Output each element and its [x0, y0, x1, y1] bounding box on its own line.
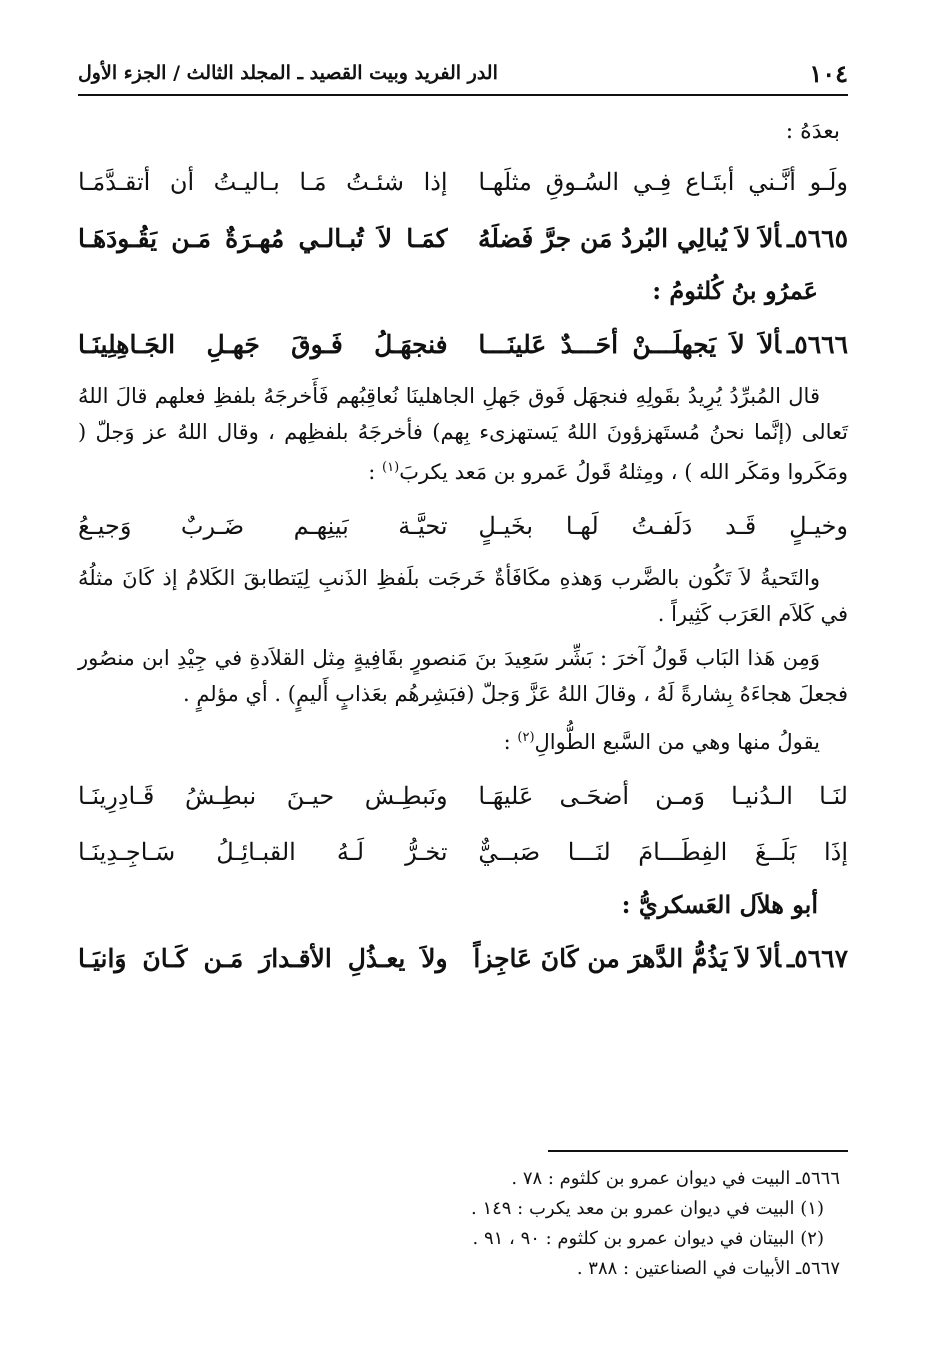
- verse-line: [78, 768, 848, 824]
- page-number: ١٠٤: [809, 58, 848, 88]
- verse-first-hemistich: [478, 224, 848, 253]
- verse-second-hemistich: ونَبطِـش حيـنَ نبطِـشُ قَـادِرِينَـا: [78, 782, 448, 810]
- footnote-ref: (٢): [517, 730, 535, 745]
- verse-second-hemistich: فنجهَـلُ فَـوقَ جَهـلِ الجَـاهِلِينَـا: [78, 329, 448, 359]
- commentary-paragraph: والتَحيةُ لاَ تَكُون بالضَّرب وَهذهِ مكَافَأةٌ خَرجَت بلَفظِ الذَنبِ لِيَتطابقَ الكَلامُ إذ كَانَ مثلُهُ في كَلاَم العَرَب كَثِيراً .: [78, 566, 848, 626]
- paragraph-end: :: [368, 460, 383, 484]
- verse-5665: [78, 210, 848, 266]
- paragraph-text: قال المُبرِّدُ يُرِيدُ بقَولِهِ فنجهَل فَوق جَهلِ الجاهلينَا نُعاقِبُهم فَأَخرجَهُ بلفظِ فعلهم قالَ اللهُ تَعالى (إنَّما نحنُ مُستَهزؤونَ اللهُ يَستهزىء بِهم) فأخرجَهُ بلفظِهم ، وقال اللهُ عز وَجلّ ( ومَكَروا ومَكَر الله ) ، ومِثلهُ قَولُ عَمرو بن مَعد يكربَ: [78, 384, 848, 484]
- paragraph-text: يقولُ منها وهي من السَّبع الطُّوالِ: [534, 730, 820, 754]
- verse-number: ٥٦٦٦ـ: [786, 329, 848, 359]
- verse-first-hemistich: وخيـلٍ قَـد دَلَفـتُ لَهـا بخَيـلٍ: [478, 512, 848, 540]
- footnote-divider: [548, 1150, 848, 1152]
- verse-text: ألاَ لاَ يَذُمُّ الدَّهرَ من كَانَ عَاجِزاً: [473, 943, 781, 973]
- commentary-paragraph: [78, 378, 848, 490]
- running-title: الدر الفريد وبيت القصيد ـ المجلد الثالث / الجزء الأول: [78, 62, 498, 84]
- verse-second-hemistich: إذا شئـتُ مَـا بـاليـتُ أن أتقـدَّمَـا: [78, 168, 448, 196]
- verse-line: [78, 154, 848, 210]
- verse-5666: [78, 316, 848, 372]
- footnote: ٥٦٦٦ـ البيت في ديوان عمرو بن كلثوم : ٧٨ .: [511, 1168, 840, 1189]
- verse-first-hemistich: [478, 330, 848, 359]
- verse-number: ٥٦٦٧ـ: [786, 943, 848, 973]
- verse-text: ألاَ لاَ يَجهلَـــنْ أحَـــدٌ عَلينَـــا: [478, 329, 781, 359]
- verse-first-hemistich: لنَـا الـدُنيـا وَمـن أضحَـى عَليهَـا: [478, 782, 848, 810]
- verse-first-hemistich: ولَـو أنَّـني أبتَـاع فِـي السُـوقِ مثلَهـا: [478, 168, 848, 196]
- verse-second-hemistich: تخـرُّ لَـهُ القبـائِـلُ سَـاجِـدِينَـا: [78, 838, 448, 866]
- verse-first-hemistich: إذَا بَلَــغَ الفِطَـــامَ لنَـــا صَبــيٌّ: [478, 838, 848, 866]
- verse-second-hemistich: ولاَ يعـذُلِ الأقـدارَ مَـن كَـانَ وَانيَـا: [78, 943, 448, 973]
- poet-name: أبو هلاَل العَسكريُّ :: [621, 890, 818, 919]
- page-content: [78, 110, 848, 986]
- poet-name: عَمرُو بنُ كُلثومُ :: [652, 276, 818, 305]
- footnote-ref: (١): [382, 460, 400, 475]
- verse-line: [78, 824, 848, 880]
- verse-number: ٥٦٦٥ـ: [786, 223, 848, 253]
- intro-label: بعدَهُ :: [785, 119, 840, 144]
- commentary-paragraph: [78, 720, 848, 760]
- footnote: (١) البيت في ديوان عمرو بن معد يكرب : ١٤٩ .: [470, 1198, 824, 1219]
- paragraph-end: :: [503, 730, 518, 754]
- commentary-paragraph: وَمِن هَذا البَاب قَولُ آخرَ : بَشِّر سَعِيدَ بنَ مَنصورٍ بقَافِيةٍ مِثل القلاَدةِ في جِيْدِ ابن منصُور فجعلَ هجاءَهُ بِشارةً لَهُ ، وقالَ اللهُ عَزَّ وَجلّ (فبَشِرهُم بعَذابٍ أَليمٍ) . أي مؤلمٍ .: [78, 646, 848, 706]
- footnote: (٢) البيتان في ديوان عمرو بن كلثوم : ٩٠ ، ٩١ .: [472, 1228, 824, 1249]
- page-header: [78, 52, 848, 96]
- footnotes: [78, 1150, 848, 1284]
- verse-line: [78, 498, 848, 554]
- verse-first-hemistich: [473, 943, 848, 973]
- verse-second-hemistich: كمَـا لاَ تُبـالـي مُهـرَةٌ مَـن يَقُـودَهَـا: [78, 223, 448, 253]
- verse-text: ألاَ لاَ يُبالِي البُردُ مَن جرَّ فَضلَهُ: [478, 223, 781, 253]
- footnote: ٥٦٦٧ـ الأبيات في الصناعتين : ٣٨٨ .: [576, 1258, 840, 1279]
- verse-second-hemistich: تحيَّـة بَينِهـم ضَـربٌ وَجيـعُ: [78, 512, 448, 540]
- verse-5667: [78, 930, 848, 986]
- document-page: [78, 52, 848, 1342]
